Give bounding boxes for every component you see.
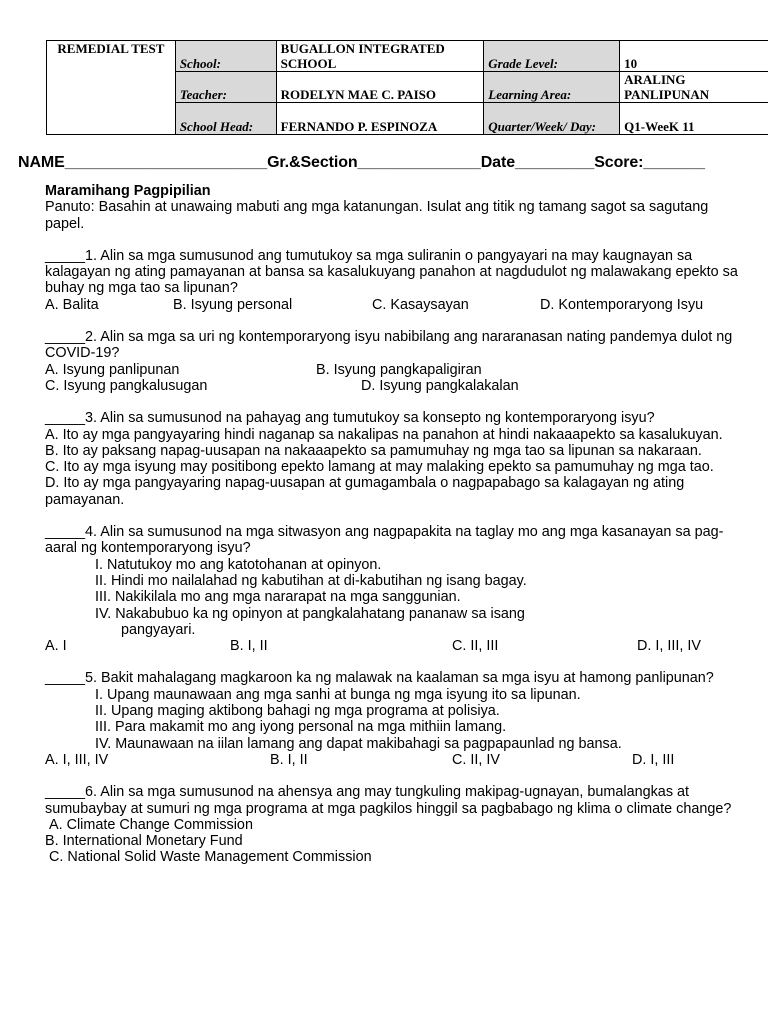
statement-iii: III. Nakikilala mo ang mga nararapat na mga sanggunian. [95,589,461,606]
question-text: _____6. Alin sa mga sumusunod na ahensya ang may tungkuling makipag-ugnayan, bumalangkas at sumubaybay at sumuri ng mga programa at mga pagkilos hinggil sa pagbabago ng klima o climate change? [45,784,732,817]
learning-area-label: Learning Area: [484,72,620,103]
choice-row [45,297,745,313]
choice-a: A. Balita [45,296,99,313]
choice-row [45,638,745,654]
choice-b: B. Ito ay paksang napag-uusapan na nakaaapekto sa pamumuhay ng mga tao sa lipunan sa nakaraan. [45,442,702,459]
question-2 [45,329,745,394]
test-content [45,183,745,866]
question-text: _____3. Alin sa sumusunod na pahayag ang tumutukoy sa konsepto ng kontemporaryong isyu? [45,410,655,427]
choice-d: D. I, III, IV [637,638,701,655]
choice-c: C. Isyung pangkalusugan [45,377,208,394]
choice-a: A. Climate Change Commission [49,816,253,833]
section-title: Maramihang Pagpipilian [45,183,211,199]
quarter-value: Q1-WeeK 11 [620,103,768,135]
question-5 [45,670,745,768]
statement-iii: III. Para makamit mo ang iyong personal na mga mithiin lamang. [95,719,507,736]
school-value: BUGALLON INTEGRATED SCHOOL [276,41,484,72]
choice-c: C. II, IV [452,751,500,768]
statement-iv-continued: pangyayari. [121,621,196,638]
choice-c: C. National Solid Waste Management Commission [49,849,372,866]
choice-d: D. Ito ay mga pangyayaring napag-uusapan at gumagambala o nagpapabago sa kalagayan ng ating pamayanan. [45,475,685,508]
school-label: School: [175,41,276,72]
choice-b: B. International Monetary Fund [45,833,243,850]
choice-b: B. I, II [230,638,268,655]
choice-row [45,378,745,394]
statement-iv: IV. Nakabubuo ka ng opinyon at pangkalahatang pananaw sa isang [95,605,525,622]
question-1 [45,248,745,313]
question-4 [45,524,745,654]
question-6 [45,784,745,865]
question-3 [45,410,745,508]
student-info-line: NAME_______________________Gr.&Section______________Date_________Score:_______ [18,154,705,171]
statement-i: I. Natutukoy mo ang katotohanan at opinyon. [95,556,382,573]
choice-a: A. I, III, IV [45,751,109,768]
choice-d: D. I, III [632,751,675,768]
choice-row [45,362,745,378]
choice-c: C. II, III [452,638,499,655]
choice-a: A. Isyung panlipunan [45,361,180,378]
learning-area-value: ARALING PANLIPUNAN [620,72,768,103]
choice-c: C. Kasaysayan [372,296,469,313]
quarter-label: Quarter/Week/ Day: [484,103,620,135]
choice-a: A. I [45,638,67,655]
choice-a: A. Ito ay mga pangyayaring hindi naganap sa nakalipas na panahon at hindi nakaaapekto sa kasalukuyan. [45,426,723,443]
choice-d: D. Isyung pangkalakalan [361,377,519,394]
choice-d: D. Kontemporaryong Isyu [540,296,704,313]
choice-b: B. Isyung personal [173,296,293,313]
instructions: Panuto: Basahin at unawaing mabuti ang mga katanungan. Isulat ang titik ng tamang sagot sa sagutang papel. [45,199,709,232]
choice-c: C. Ito ay mga isyung may positibong epekto lamang at may malaking epekto sa pamumuhay ng mga tao. [45,459,714,476]
choice-b: B. I, II [270,751,308,768]
statement-ii: II. Hindi mo nailalahad ng kabutihan at di-kabutihan ng isang bagay. [95,572,527,589]
question-text: _____1. Alin sa mga sumusunod ang tumutukoy sa mga suliranin o pangyayari na may kaugnayan sa kalagayan ng ating pamayanan at bansa sa kasalukuyang panahon at nagdudulot ng malawakang epekto sa buhay ng mga tao sa lipunan? [45,247,738,297]
statement-iv: IV. Maunawaan na iilan lamang ang dapat makibahagi sa pagpapaunlad ng bansa. [95,735,622,752]
question-text: _____4. Alin sa sumusunod na mga sitwasyon ang nagpapakita na taglay mo ang mga kasanayan sa pag-aaral ng kontemporaryong isyu? [45,524,724,557]
grade-label: Grade Level: [484,41,620,72]
choice-b: B. Isyung pangkapaligiran [316,361,482,378]
header-table [46,40,768,135]
question-text: _____2. Alin sa mga sa uri ng kontemporaryong isyu nabibilang ang nararanasan nating pandemya dulot ng COVID-19? [45,329,733,362]
grade-value: 10 [620,41,768,72]
teacher-value: RODELYN MAE C. PAISO [276,72,484,103]
choice-row [45,752,745,768]
test-title: REMEDIAL TEST [47,41,176,135]
question-text: _____5. Bakit mahalagang magkaroon ka ng malawak na kaalaman sa mga isyu at hamong panlipunan? [45,670,714,687]
statement-i: I. Upang maunawaan ang mga sanhi at bunga ng mga isyung ito sa lipunan. [95,686,581,703]
school-head-value: FERNANDO P. ESPINOZA [276,103,484,135]
school-head-label: School Head: [175,103,276,135]
statement-ii: II. Upang maging aktibong bahagi ng mga programa at polisiya. [95,703,500,720]
teacher-label: Teacher: [175,72,276,103]
